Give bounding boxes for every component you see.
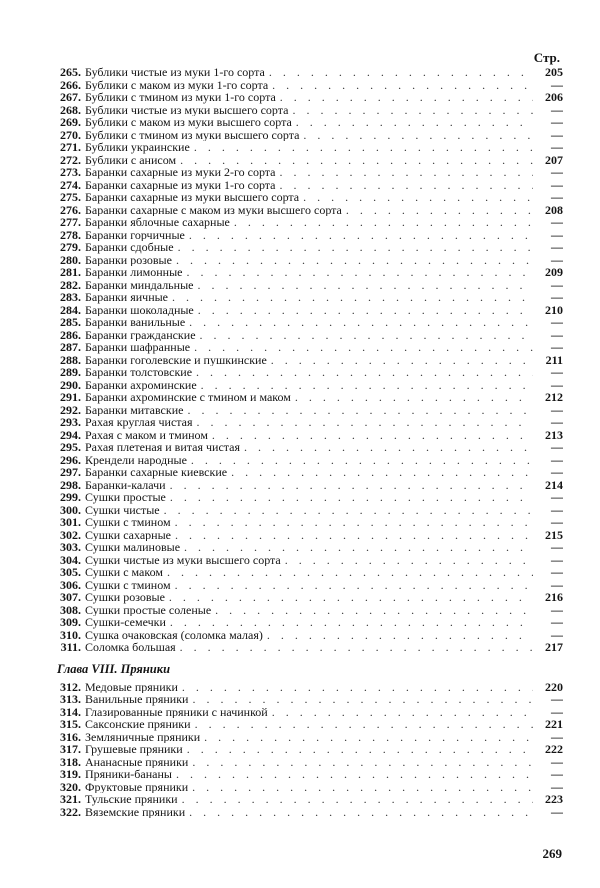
toc-entry (53, 116, 563, 129)
entry-title: Фруктовые пряники (85, 780, 189, 793)
entry-page: — (551, 316, 563, 329)
entry-page: — (551, 503, 563, 516)
entry-number: 286. (60, 328, 81, 341)
entry-title: Бублики с анисом (85, 153, 177, 166)
toc-entry (53, 141, 563, 154)
entry-page: — (551, 780, 563, 793)
entry-page: — (551, 705, 563, 718)
dot-leader (187, 404, 533, 417)
dot-leader (292, 104, 533, 117)
toc-entry (53, 541, 563, 554)
toc-entry (53, 454, 563, 467)
entry-title: Баранки лимонные (85, 266, 183, 279)
entry-title: Баранки яичные (85, 291, 169, 304)
entry-number: 309. (60, 616, 81, 629)
entry-number: 320. (60, 780, 81, 793)
toc-entry (53, 241, 563, 254)
entry-page: — (551, 341, 563, 354)
dot-leader (176, 768, 533, 781)
toc-entry (53, 491, 563, 504)
entry-number: 305. (60, 566, 81, 579)
entry-title: Баранки ахроминские с тмином и маком (85, 391, 291, 404)
entry-title: Медовые пряники (85, 680, 178, 693)
toc-entry (53, 768, 563, 781)
entry-number: 310. (60, 628, 81, 641)
dot-leader (267, 629, 533, 642)
entry-number: 316. (60, 730, 81, 743)
toc-entry (53, 254, 563, 267)
entry-page: — (551, 78, 563, 91)
entry-number: 278. (60, 228, 81, 241)
dot-leader (280, 166, 533, 179)
toc-entry (53, 641, 563, 654)
toc-entry (53, 681, 563, 694)
entry-title: Баранки гоголевские и пушкинские (85, 353, 267, 366)
toc-entry (53, 781, 563, 794)
entry-page: — (551, 603, 563, 616)
toc-entry (53, 466, 563, 479)
toc-entry (53, 604, 563, 617)
entry-number: 265. (60, 66, 81, 79)
entry-title: Рахая плетеная и витая чистая (85, 441, 241, 454)
dot-leader (175, 516, 533, 529)
toc-entry (53, 793, 563, 806)
toc-entry (53, 91, 563, 104)
dot-leader (164, 504, 533, 517)
entry-number: 271. (60, 141, 81, 154)
entry-number: 312. (60, 680, 81, 693)
dot-leader (212, 429, 533, 442)
entry-title: Баранки ванильные (85, 316, 186, 329)
entry-title: Сушка очаковская (соломка малая) (85, 628, 263, 641)
entry-page: — (551, 616, 563, 629)
entry-number: 268. (60, 103, 81, 116)
entry-title: Тульские пряники (85, 793, 178, 806)
entry-title: Сушки с тмином (85, 578, 171, 591)
entry-page: — (551, 730, 563, 743)
entry-number: 282. (60, 278, 81, 291)
entry-number: 304. (60, 553, 81, 566)
entry-number: 290. (60, 378, 81, 391)
entry-page: 208 (545, 203, 563, 216)
dot-leader (296, 116, 533, 129)
entry-title: Баранки шафранные (85, 341, 191, 354)
toc-entry (53, 429, 563, 442)
entry-title: Сушки простые (85, 491, 166, 504)
entry-page: — (551, 566, 563, 579)
entry-number: 283. (60, 291, 81, 304)
entry-number: 267. (60, 91, 81, 104)
entry-page: 216 (545, 591, 563, 604)
dot-leader (303, 129, 533, 142)
dot-leader (189, 229, 533, 242)
entry-title: Бублики с тмином из муки 1-го сорта (85, 91, 276, 104)
entry-number: 272. (60, 153, 81, 166)
toc-entry (53, 706, 563, 719)
entry-title: Баранки сахарные из муки 2-го сорта (85, 166, 276, 179)
toc-entry (53, 806, 563, 819)
entry-number: 301. (60, 516, 81, 529)
entry-title: Сушки простые соленые (85, 603, 212, 616)
toc-entry (53, 329, 563, 342)
entry-page: 215 (545, 528, 563, 541)
dot-leader (191, 454, 533, 467)
entry-number: 314. (60, 705, 81, 718)
dot-leader (167, 566, 533, 579)
entry-page: — (551, 768, 563, 781)
entry-number: 269. (60, 116, 81, 129)
toc-entry (53, 629, 563, 642)
toc-entry (53, 341, 563, 354)
entry-number: 317. (60, 743, 81, 756)
entry-page: 209 (545, 266, 563, 279)
toc-entry (53, 154, 563, 167)
toc-entry (53, 616, 563, 629)
entry-page: — (551, 403, 563, 416)
entry-title: Баранки гражданские (85, 328, 196, 341)
toc-entry (53, 166, 563, 179)
entry-number: 300. (60, 503, 81, 516)
toc-entry (53, 304, 563, 317)
entry-page: — (551, 578, 563, 591)
toc-entry (53, 416, 563, 429)
dot-leader (194, 341, 533, 354)
entry-number: 322. (60, 805, 81, 818)
entry-page: — (551, 466, 563, 479)
dot-leader (198, 304, 533, 317)
entry-title: Баранки шоколадные (85, 303, 194, 316)
entry-number: 311. (60, 641, 81, 654)
entry-number: 276. (60, 203, 81, 216)
dot-leader (303, 191, 533, 204)
entry-page: — (551, 216, 563, 229)
entry-page: — (551, 378, 563, 391)
entry-title: Баранки сахарные с маком из муки высшего сорта (85, 203, 342, 216)
entry-title: Баранки ахроминские (85, 378, 197, 391)
entry-page: — (551, 178, 563, 191)
dot-leader (194, 141, 533, 154)
entry-page: — (551, 491, 563, 504)
entry-number: 319. (60, 768, 81, 781)
toc-section-a (53, 66, 563, 654)
entry-number: 308. (60, 603, 81, 616)
toc-entry (53, 316, 563, 329)
entry-number: 297. (60, 466, 81, 479)
entry-page: — (551, 553, 563, 566)
entry-number: 279. (60, 241, 81, 254)
toc-entry (53, 566, 563, 579)
dot-leader (285, 554, 533, 567)
entry-page: — (551, 805, 563, 818)
entry-title: Бублики чистые из муки 1-го сорта (85, 66, 265, 79)
toc-entry (53, 66, 563, 79)
entry-title: Баранки-калачи (85, 478, 166, 491)
dot-leader (178, 241, 533, 254)
dot-leader (244, 441, 533, 454)
entry-number: 285. (60, 316, 81, 329)
dot-leader (271, 354, 533, 367)
toc-entry (53, 204, 563, 217)
entry-number: 274. (60, 178, 81, 191)
toc-entry (53, 191, 563, 204)
entry-page: — (551, 128, 563, 141)
dot-leader (269, 66, 533, 79)
entry-number: 306. (60, 578, 81, 591)
dot-leader (176, 254, 533, 267)
entry-page: 206 (545, 91, 563, 104)
dot-leader (187, 743, 533, 756)
chapter-heading: Глава VIII. Пряники (57, 661, 171, 676)
entry-page: — (551, 166, 563, 179)
entry-title: Баранки яблочные сахарные (85, 216, 230, 229)
entry-number: 294. (60, 428, 81, 441)
page-number: 269 (542, 846, 562, 861)
toc-section-b (53, 681, 563, 819)
entry-title: Бублики с маком из муки 1-го сорта (85, 78, 269, 91)
entry-number: 280. (60, 253, 81, 266)
toc-entry (53, 479, 563, 492)
entry-title: Бублики с тмином из муки высшего сорта (85, 128, 300, 141)
toc-entry (53, 554, 563, 567)
dot-leader (180, 641, 533, 654)
toc-entry (53, 591, 563, 604)
entry-page: 220 (545, 680, 563, 693)
dot-leader (346, 204, 533, 217)
toc-entry (53, 216, 563, 229)
dot-leader (189, 806, 533, 819)
entry-page: — (551, 516, 563, 529)
dot-leader (280, 91, 533, 104)
entry-number: 296. (60, 453, 81, 466)
toc-entry (53, 79, 563, 92)
entry-number: 307. (60, 591, 81, 604)
dot-leader (192, 693, 533, 706)
toc-entry (53, 404, 563, 417)
dot-leader (272, 79, 533, 92)
toc-entry (53, 354, 563, 367)
toc-entry (53, 366, 563, 379)
entry-number: 321. (60, 793, 81, 806)
entry-page: 207 (545, 153, 563, 166)
dot-leader (215, 604, 533, 617)
dot-leader (182, 793, 533, 806)
dot-leader (280, 179, 533, 192)
entry-page: 213 (545, 428, 563, 441)
entry-page: — (551, 693, 563, 706)
dot-leader (186, 266, 533, 279)
entry-title: Бублики чистые из муки высшего сорта (85, 103, 289, 116)
entry-number: 287. (60, 341, 81, 354)
entry-page: — (551, 241, 563, 254)
dot-leader (201, 379, 533, 392)
entry-number: 288. (60, 353, 81, 366)
toc-entry (53, 266, 563, 279)
entry-title: Бублики украинские (85, 141, 190, 154)
entry-number: 273. (60, 166, 81, 179)
entry-number: 303. (60, 541, 81, 554)
entry-page: — (551, 228, 563, 241)
entry-title: Баранки сахарные киевские (85, 466, 228, 479)
dot-leader (204, 731, 533, 744)
entry-title: Баранки горчичные (85, 228, 185, 241)
toc-entry (53, 229, 563, 242)
toc-entry (53, 504, 563, 517)
entry-page: — (551, 116, 563, 129)
entry-title: Соломка большая (85, 641, 176, 654)
entry-title: Пряники-бананы (85, 768, 172, 781)
entry-page: 212 (545, 391, 563, 404)
entry-page: — (551, 453, 563, 466)
entry-number: 284. (60, 303, 81, 316)
dot-leader (196, 366, 533, 379)
entry-number: 318. (60, 755, 81, 768)
page-column-header: Стр. (533, 50, 560, 65)
dot-leader (195, 718, 533, 731)
entry-title: Грушевые пряники (85, 743, 183, 756)
entry-page: — (551, 541, 563, 554)
entry-title: Рахая с маком и тмином (85, 428, 208, 441)
entry-number: 277. (60, 216, 81, 229)
table-of-contents (53, 66, 563, 818)
entry-number: 291. (60, 391, 81, 404)
entry-number: 293. (60, 416, 81, 429)
entry-number: 302. (60, 528, 81, 541)
entry-title: Ванильные пряники (85, 693, 189, 706)
entry-number: 295. (60, 441, 81, 454)
entry-title: Баранки сахарные из муки 1-го сорта (85, 178, 276, 191)
entry-title: Бублики с маком из муки высшего сорта (85, 116, 292, 129)
dot-leader (184, 541, 533, 554)
entry-title: Баранки миндальные (85, 278, 194, 291)
toc-entry (53, 516, 563, 529)
entry-title: Саксонские пряники (85, 718, 191, 731)
entry-title: Сушки чистые (85, 503, 160, 516)
entry-number: 315. (60, 718, 81, 731)
dot-leader (197, 416, 533, 429)
entry-number: 313. (60, 693, 81, 706)
entry-title: Баранки сахарные из муки высшего сорта (85, 191, 300, 204)
entry-title: Вяземские пряники (85, 805, 186, 818)
entry-number: 292. (60, 403, 81, 416)
entry-number: 270. (60, 128, 81, 141)
entry-title: Крендели народные (85, 453, 187, 466)
dot-leader (295, 391, 533, 404)
toc-entry (53, 379, 563, 392)
entry-page: — (551, 253, 563, 266)
entry-page: — (551, 278, 563, 291)
toc-entry (53, 529, 563, 542)
dot-leader (169, 591, 533, 604)
dot-leader (234, 216, 533, 229)
entry-number: 299. (60, 491, 81, 504)
entry-title: Сушки-семечки (85, 616, 166, 629)
entry-title: Сушки с маком (85, 566, 163, 579)
entry-title: Сушки с тмином (85, 516, 171, 529)
dot-leader (200, 329, 533, 342)
entry-page: — (551, 141, 563, 154)
entry-number: 275. (60, 191, 81, 204)
entry-page: 221 (545, 718, 563, 731)
entry-title: Сушки розовые (85, 591, 165, 604)
toc-entry (53, 756, 563, 769)
entry-page: 223 (545, 793, 563, 806)
entry-title: Земляничные пряники (85, 730, 201, 743)
dot-leader (170, 491, 533, 504)
dot-leader (172, 291, 533, 304)
entry-page: 210 (545, 303, 563, 316)
entry-page: — (551, 328, 563, 341)
dot-leader (192, 756, 533, 769)
entry-number: 298. (60, 478, 81, 491)
dot-leader (192, 781, 533, 794)
toc-entry (53, 291, 563, 304)
toc-entry (53, 579, 563, 592)
entry-title: Баранки розовые (85, 253, 172, 266)
entry-title: Сушки малиновые (85, 541, 181, 554)
entry-page: — (551, 291, 563, 304)
dot-leader (180, 154, 533, 167)
entry-page: 214 (545, 478, 563, 491)
entry-title: Баранки толстовские (85, 366, 193, 379)
dot-leader (170, 479, 533, 492)
toc-entry (53, 104, 563, 117)
entry-title: Глазированные пряники с начинкой (85, 705, 268, 718)
entry-page: 222 (545, 743, 563, 756)
entry-title: Рахая круглая чистая (85, 416, 193, 429)
toc-entry (53, 693, 563, 706)
toc-entry (53, 743, 563, 756)
entry-title: Ананасные пряники (85, 755, 189, 768)
entry-title: Сушки чистые из муки высшего сорта (85, 553, 281, 566)
dot-leader (197, 279, 533, 292)
entry-page: 217 (545, 641, 563, 654)
entry-page: — (551, 441, 563, 454)
toc-entry (53, 129, 563, 142)
toc-entry (53, 279, 563, 292)
entry-page: — (551, 628, 563, 641)
dot-leader (182, 681, 533, 694)
dot-leader (189, 316, 533, 329)
entry-page: — (551, 416, 563, 429)
dot-leader (175, 579, 533, 592)
entry-page: 211 (545, 353, 563, 366)
entry-title: Баранки сдобные (85, 241, 174, 254)
dot-leader (175, 529, 533, 542)
entry-page: 205 (545, 66, 563, 79)
toc-entry (53, 391, 563, 404)
toc-entry (53, 731, 563, 744)
entry-title: Баранки митавские (85, 403, 184, 416)
dot-leader (272, 706, 533, 719)
toc-entry (53, 441, 563, 454)
entry-page: — (551, 103, 563, 116)
dot-leader (170, 616, 533, 629)
toc-entry (53, 179, 563, 192)
entry-number: 281. (60, 266, 81, 279)
entry-title: Сушки сахарные (85, 528, 171, 541)
entry-number: 289. (60, 366, 81, 379)
entry-page: — (551, 755, 563, 768)
entry-page: — (551, 191, 563, 204)
entry-number: 266. (60, 78, 81, 91)
entry-page: — (551, 366, 563, 379)
dot-leader (231, 466, 533, 479)
toc-entry (53, 718, 563, 731)
